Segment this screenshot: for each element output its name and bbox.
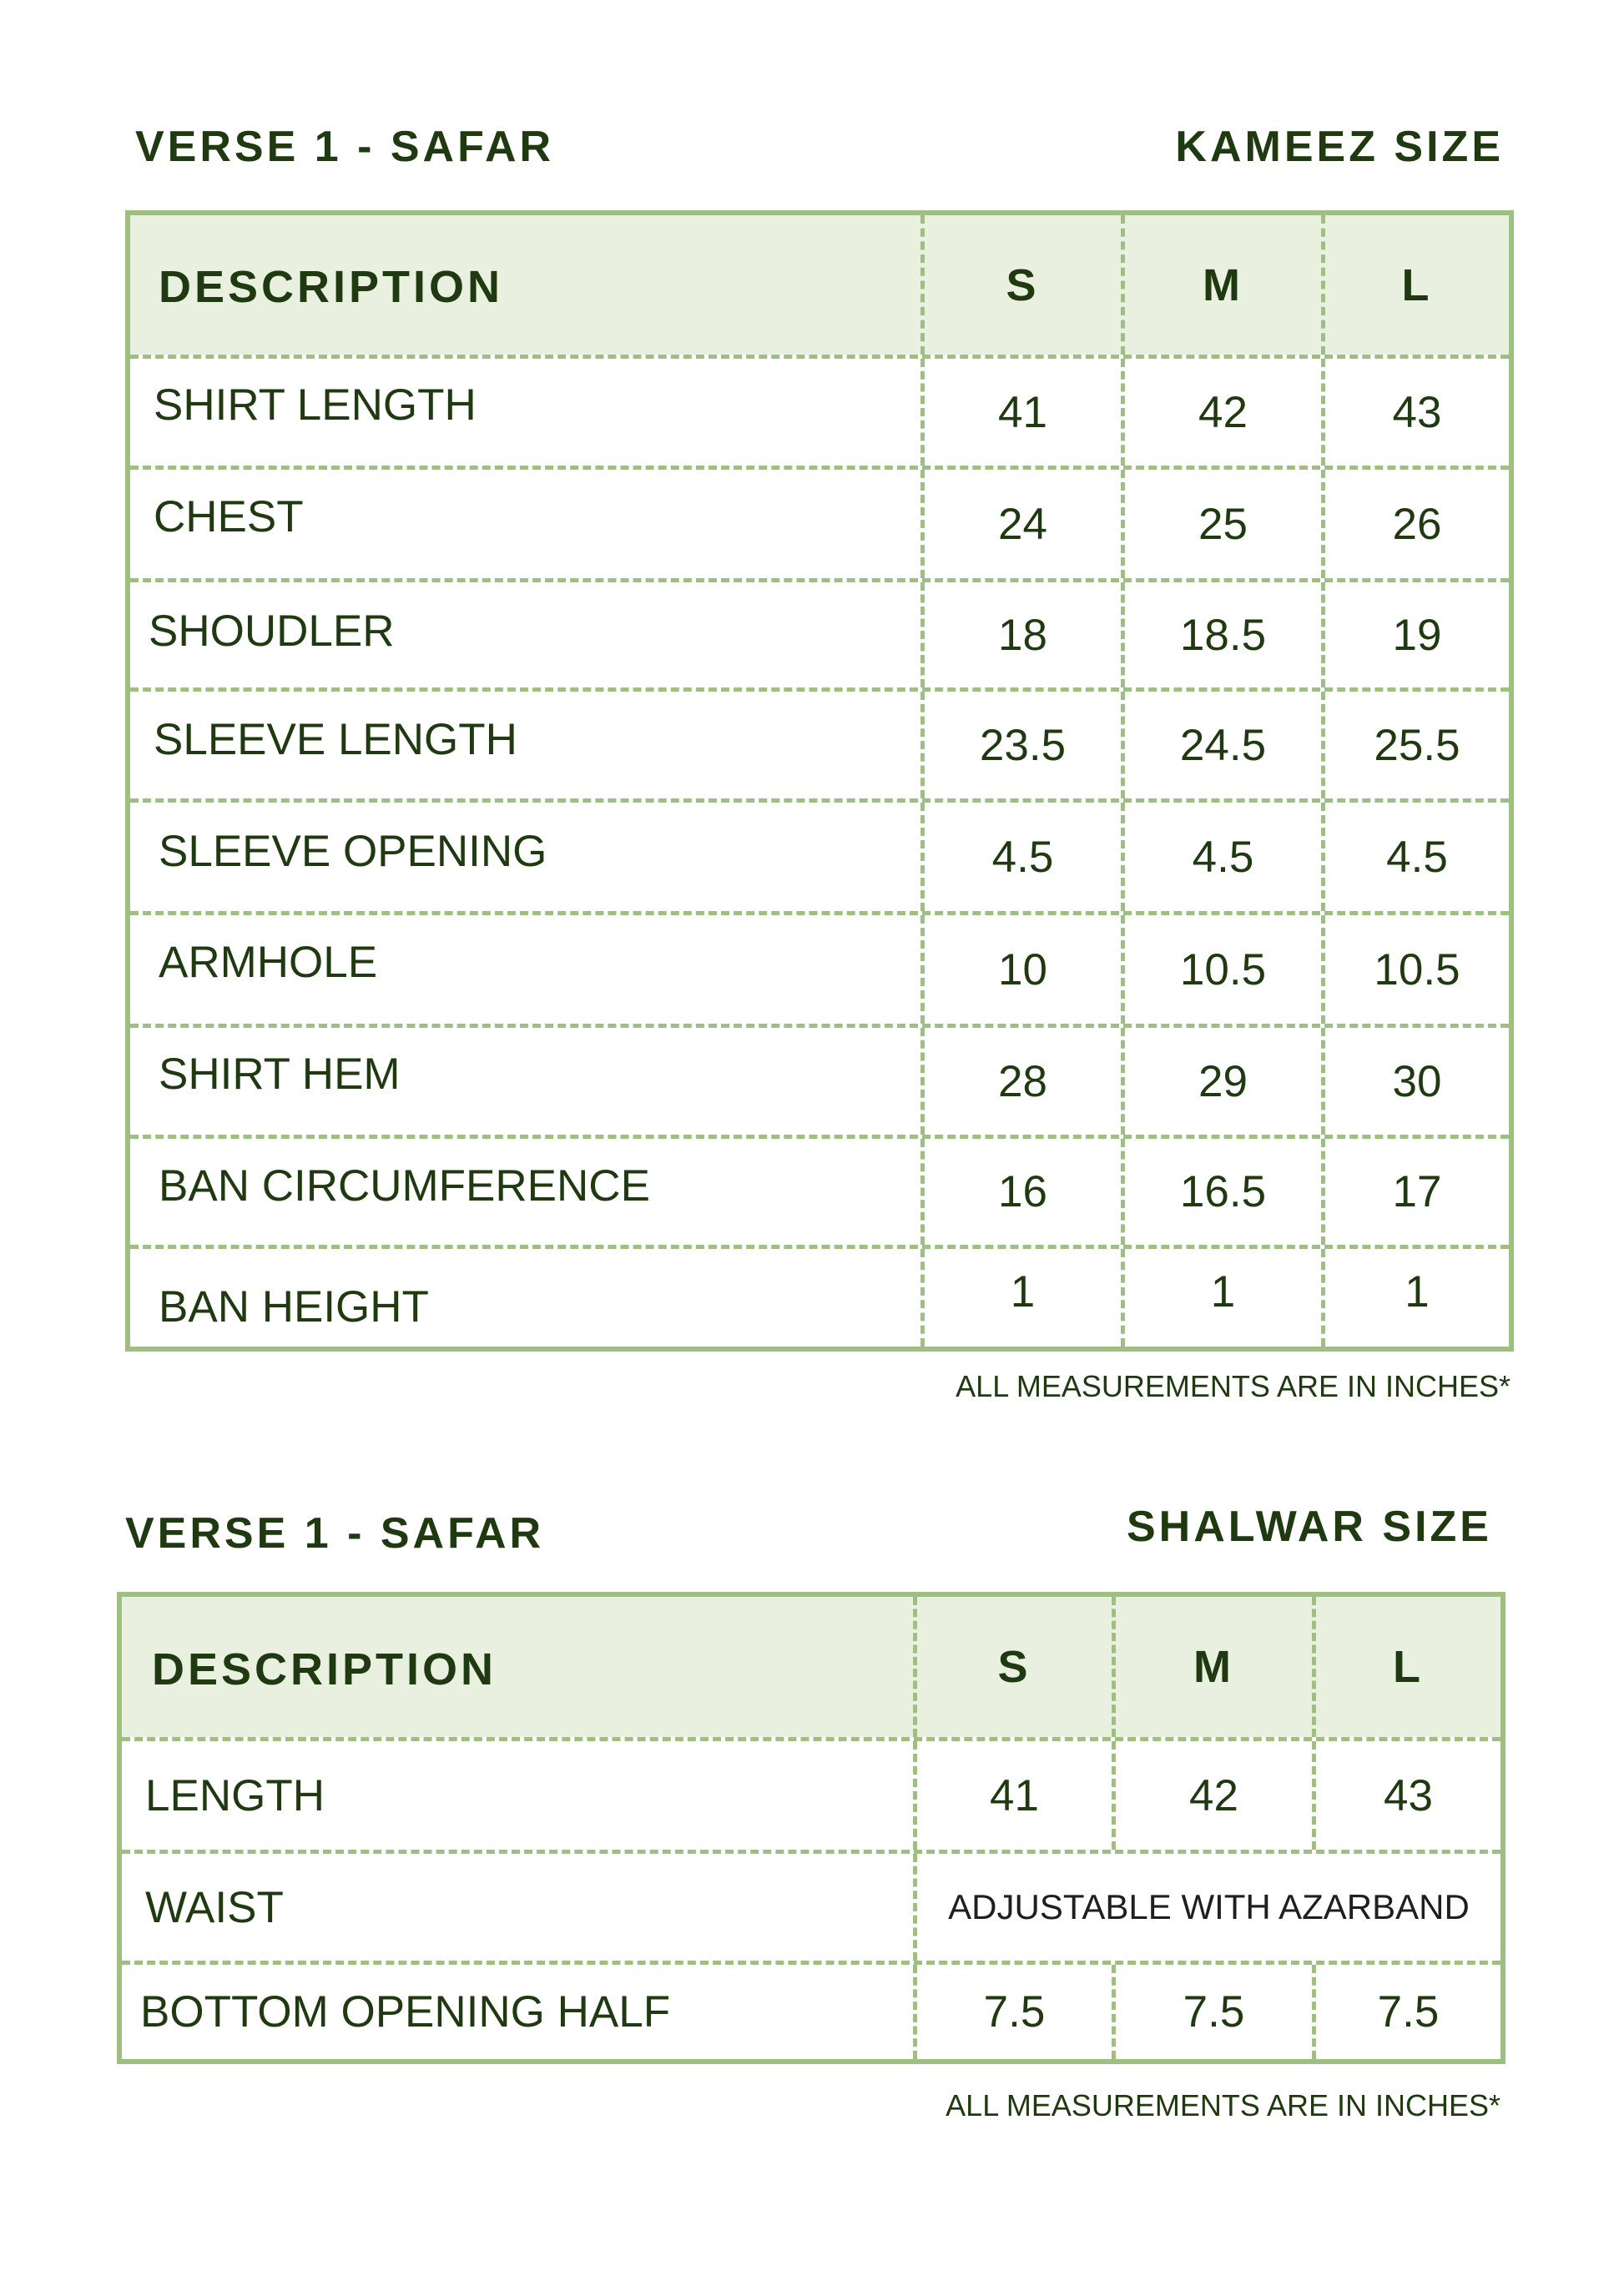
shalwar-subtitle: SHALWAR SIZE: [1126, 1503, 1492, 1551]
row-label: LENGTH: [145, 1770, 325, 1820]
value-s: 10: [920, 915, 1121, 1024]
table-row: [130, 687, 1509, 798]
value-m: 16.5: [1121, 1139, 1321, 1245]
table-row: [122, 1961, 1500, 2059]
value-l: 17: [1321, 1139, 1509, 1245]
value-m: 1: [1121, 1249, 1321, 1347]
table-row: [122, 1737, 1500, 1850]
row-label: BOTTOM OPENING HALF: [140, 1987, 671, 2037]
value-m: 42: [1121, 359, 1321, 466]
table-header-row: [130, 215, 1509, 355]
value-s: 1: [920, 1249, 1121, 1347]
column-header-m: M: [1112, 1597, 1312, 1737]
value-m: 18.5: [1121, 582, 1321, 687]
value-m: 42: [1112, 1741, 1312, 1850]
value-l: 43: [1321, 359, 1509, 466]
adjustable-waist-note: ADJUSTABLE WITH AZARBAND: [913, 1854, 1500, 1961]
row-label: CHEST: [154, 491, 304, 541]
value-s: 24: [920, 470, 1121, 578]
value-l: 10.5: [1321, 915, 1509, 1024]
value-l: 1: [1321, 1249, 1509, 1347]
value-s: 4.5: [920, 803, 1121, 911]
value-l: 43: [1312, 1741, 1500, 1850]
shalwar-size-table: [117, 1592, 1505, 2064]
value-m: 24.5: [1121, 692, 1321, 798]
row-label: ARMHOLE: [159, 937, 378, 987]
value-m: 4.5: [1121, 803, 1321, 911]
table-row: [130, 466, 1509, 578]
column-header-l: L: [1312, 1597, 1500, 1737]
kameez-title: VERSE 1 - SAFAR: [135, 123, 555, 171]
table-row: [130, 798, 1509, 911]
column-header-description: DESCRIPTION: [159, 261, 504, 312]
row-label: SHOUDLER: [149, 606, 395, 656]
row-label: SLEEVE OPENING: [159, 826, 547, 876]
kameez-subtitle: KAMEEZ SIZE: [1175, 123, 1504, 171]
column-header-m: M: [1121, 215, 1321, 355]
column-header-s: S: [920, 215, 1121, 355]
value-s: 41: [920, 359, 1121, 466]
table-row: [130, 911, 1509, 1024]
value-s: 28: [920, 1028, 1121, 1135]
kameez-size-table: [125, 210, 1514, 1352]
value-s: 18: [920, 582, 1121, 687]
row-label: SHIRT LENGTH: [154, 380, 477, 430]
row-label: WAIST: [145, 1882, 284, 1932]
value-m: 29: [1121, 1028, 1321, 1135]
value-s: 16: [920, 1139, 1121, 1245]
column-header-l: L: [1321, 215, 1509, 355]
table-row: [130, 578, 1509, 687]
table-row: [130, 355, 1509, 466]
value-l: 26: [1321, 470, 1509, 578]
value-l: 30: [1321, 1028, 1509, 1135]
row-label: SLEEVE LENGTH: [154, 714, 517, 764]
table-row: [130, 1024, 1509, 1135]
column-header-description: DESCRIPTION: [152, 1644, 497, 1694]
table-row: [130, 1245, 1509, 1347]
kameez-measurement-note: ALL MEASUREMENTS ARE IN INCHES*: [956, 1369, 1511, 1403]
value-l: 25.5: [1321, 692, 1509, 798]
value-l: 19: [1321, 582, 1509, 687]
table-header-row: [122, 1597, 1500, 1737]
shalwar-measurement-note: ALL MEASUREMENTS ARE IN INCHES*: [946, 2088, 1500, 2122]
value-m: 10.5: [1121, 915, 1321, 1024]
row-label: SHIRT HEM: [159, 1049, 401, 1099]
value-s: 23.5: [920, 692, 1121, 798]
column-header-s: S: [913, 1597, 1112, 1737]
table-row: [130, 1135, 1509, 1245]
value-l: 7.5: [1312, 1965, 1500, 2059]
table-row: [122, 1850, 1500, 1961]
value-m: 25: [1121, 470, 1321, 578]
value-m: 7.5: [1112, 1965, 1312, 2059]
value-l: 4.5: [1321, 803, 1509, 911]
value-s: 7.5: [913, 1965, 1112, 2059]
value-s: 41: [913, 1741, 1112, 1850]
row-label: BAN HEIGHT: [159, 1282, 429, 1332]
shalwar-title: VERSE 1 - SAFAR: [125, 1509, 545, 1558]
row-label: BAN CIRCUMFERENCE: [159, 1161, 650, 1211]
